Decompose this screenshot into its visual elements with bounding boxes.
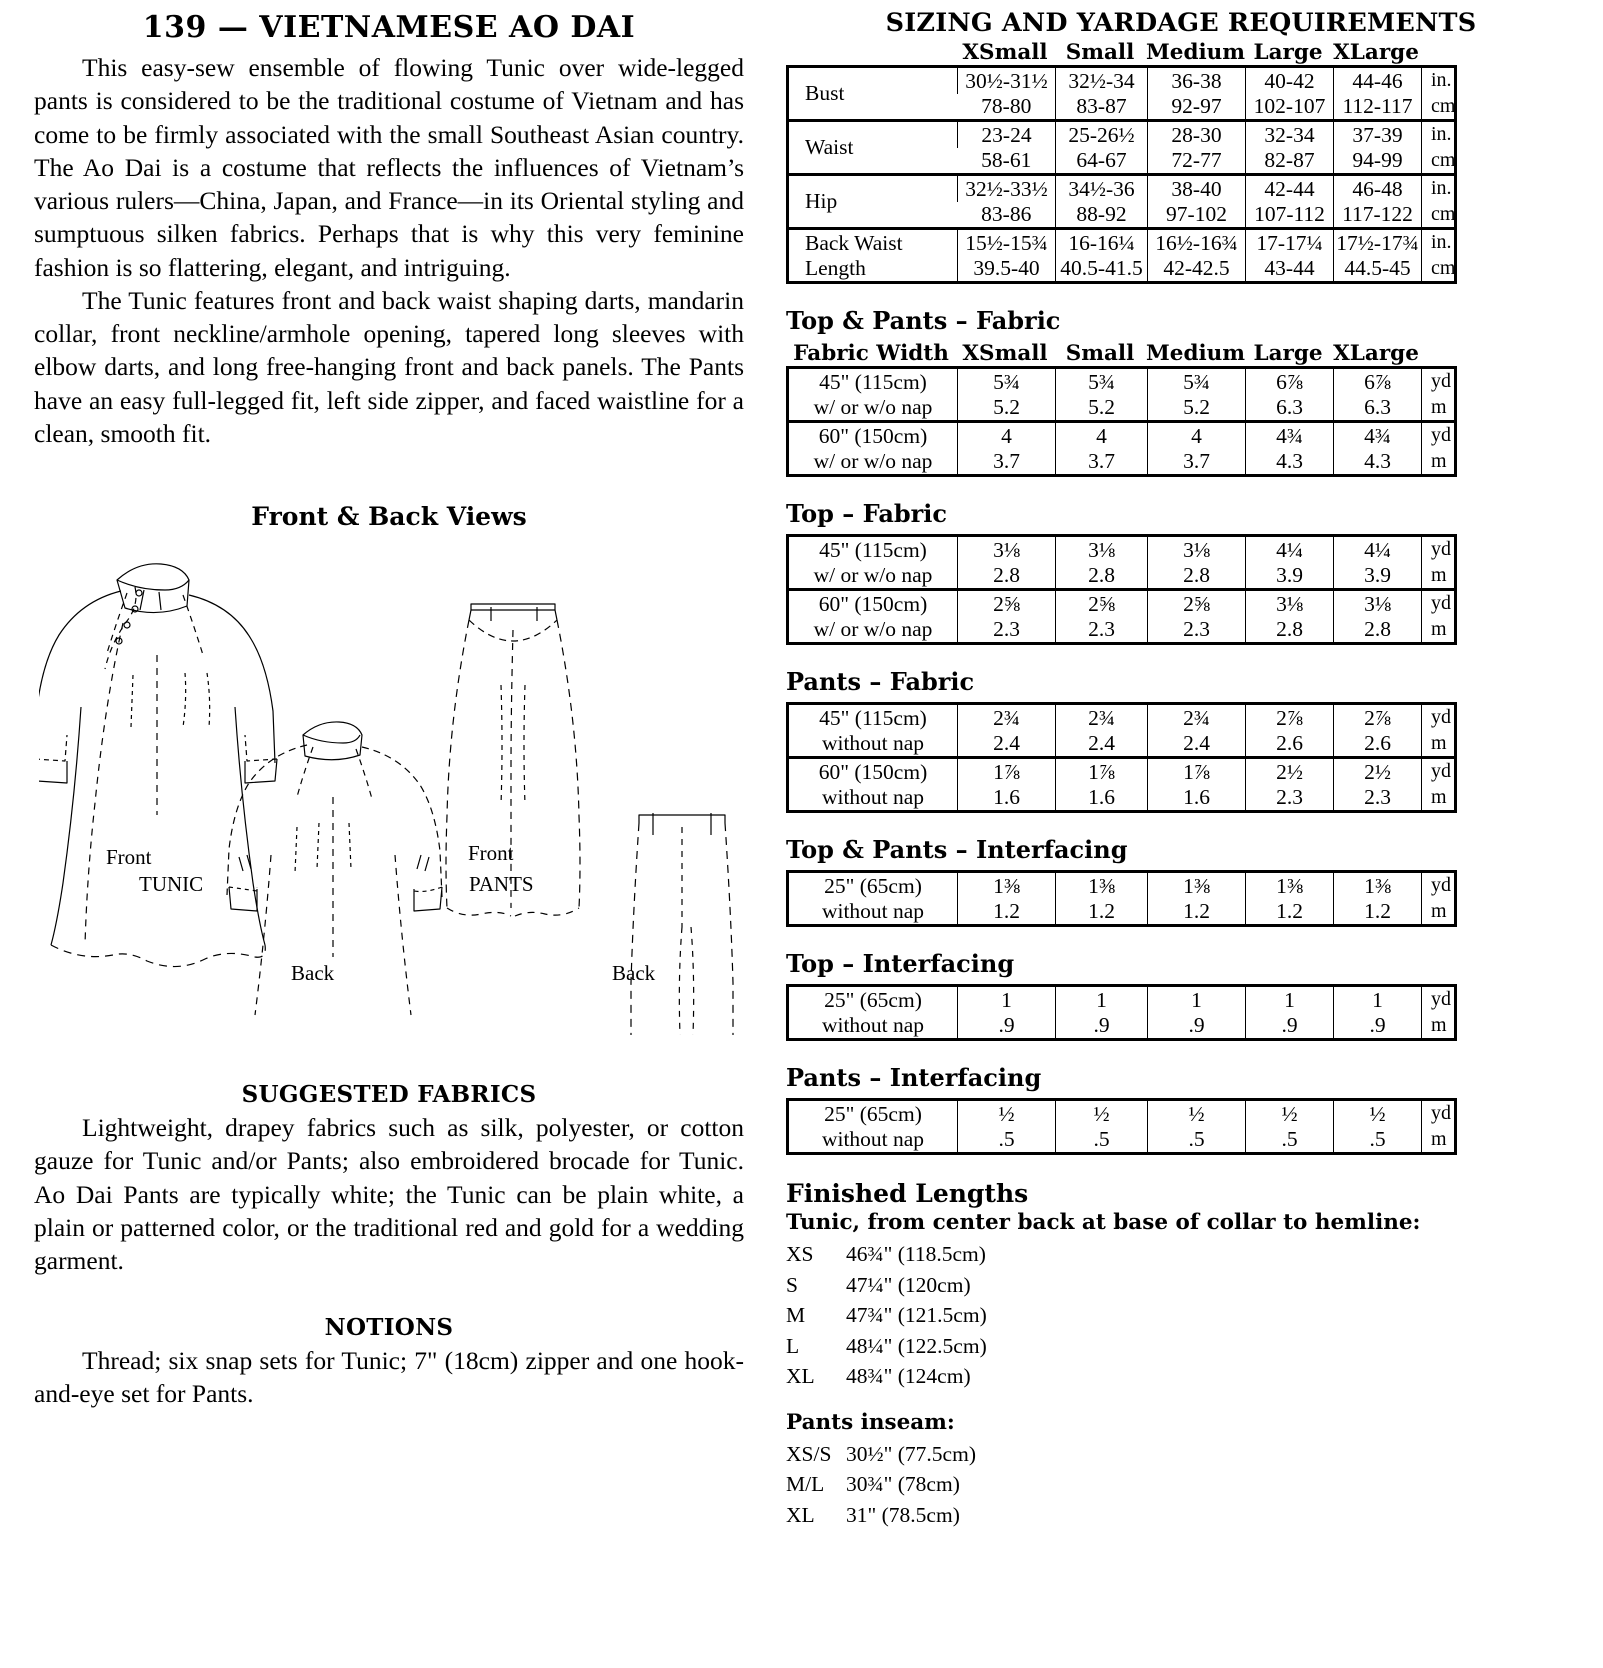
cell: 112-117 xyxy=(1334,94,1422,121)
unit-cell: yd xyxy=(1422,704,1456,731)
cell: 1.6 xyxy=(1056,785,1148,812)
yardage-heading-2: Pants – Fabric xyxy=(786,667,975,696)
cell: 2.3 xyxy=(1056,617,1148,644)
yardage-table-0 xyxy=(786,366,1457,477)
unit-cell: yd xyxy=(1422,536,1456,563)
cell: .9 xyxy=(1056,1013,1148,1040)
cell: 4¾ xyxy=(1246,422,1334,449)
cell: 2¾ xyxy=(1148,704,1246,731)
size-header-xsmall: XSmall xyxy=(962,341,1048,366)
cell: 5.2 xyxy=(1056,395,1148,422)
tunic-label: TUNIC xyxy=(139,872,204,897)
cell: 5¾ xyxy=(1148,368,1246,395)
tunic-length-row xyxy=(786,1331,1576,1362)
size-header-xlarge: XLarge xyxy=(1333,40,1419,65)
unit-cell: in. xyxy=(1422,229,1456,256)
cell: 46-48 xyxy=(1334,175,1422,202)
table-row xyxy=(788,256,1456,283)
notions-text: Thread; six snap sets for Tunic; 7" (18cm) zipper and one hook-and-eye set for Pants. xyxy=(34,1345,744,1408)
cell: 83-86 xyxy=(981,202,1032,227)
front-back-views-drawing xyxy=(39,535,739,1035)
cell: 6.3 xyxy=(1246,395,1334,422)
fabric-width-cell: 45" (115cm) xyxy=(819,370,927,395)
fabric-width-cell: 25" (65cm) xyxy=(824,1102,922,1127)
cell: 3⅛ xyxy=(1056,536,1148,563)
cell: 2.4 xyxy=(1056,731,1148,758)
nap-cell: w/ or w/o nap xyxy=(813,394,933,419)
cell: 6.3 xyxy=(1334,395,1422,422)
tunic-length-size: L xyxy=(786,1333,800,1358)
unit-cell: m xyxy=(1422,731,1456,758)
yardage-table-3 xyxy=(786,870,1457,927)
pants-inseam-caption: Pants inseam: xyxy=(786,1409,955,1435)
yardage-heading-0: Top & Pants – Fabric xyxy=(786,306,1061,335)
cell: 16½-16¾ xyxy=(1148,229,1246,256)
cell: 1⅜ xyxy=(1334,872,1422,899)
yardage-heading-1: Top – Fabric xyxy=(786,499,948,528)
fabric-width-cell: 60" (150cm) xyxy=(788,758,958,785)
left-column xyxy=(34,0,744,1410)
tunic-length-size: XS xyxy=(786,1242,814,1266)
cell: 4¼ xyxy=(1246,536,1334,563)
cell: 2.3 xyxy=(1148,617,1246,644)
cell: 1 xyxy=(1334,986,1422,1013)
yardage-tables xyxy=(786,306,1576,1155)
unit-cell: yd xyxy=(1422,590,1456,617)
measure-label-bust: Bust xyxy=(805,81,845,106)
yardage-table-1 xyxy=(786,534,1457,645)
cell: 102-107 xyxy=(1246,94,1334,121)
unit-cell: in. xyxy=(1422,67,1456,94)
cell: 4 xyxy=(1056,422,1148,449)
cell: 2.8 xyxy=(1148,563,1246,590)
pants-inseam-size: XS/S xyxy=(786,1441,832,1466)
cell: .9 xyxy=(1334,1013,1422,1040)
size-header-medium: Medium xyxy=(1146,341,1246,366)
cell: 30½-31½ xyxy=(958,67,1056,94)
cell: .9 xyxy=(958,1013,1056,1040)
tunic-length-row xyxy=(786,1270,1576,1301)
size-header-xlarge: XLarge xyxy=(1333,341,1419,366)
cell: 4 xyxy=(958,422,1056,449)
cell: .9 xyxy=(1148,1013,1246,1040)
size-header-small: Small xyxy=(1065,40,1135,65)
unit-cell: cm xyxy=(1422,94,1456,121)
cell: ½ xyxy=(1148,1100,1246,1127)
pants-inseam-row xyxy=(786,1469,1576,1500)
unit-cell: yd xyxy=(1422,986,1456,1013)
pants-inseam-size: M/L xyxy=(786,1472,825,1497)
cell: 42-44 xyxy=(1246,175,1334,202)
nap-cell: without nap xyxy=(821,784,925,809)
requirements-title: SIZING AND YARDAGE REQUIREMENTS xyxy=(885,8,1477,38)
cell: 1.2 xyxy=(1148,899,1246,926)
cell: 3.7 xyxy=(1148,449,1246,476)
sizing-column-headers xyxy=(786,40,1454,65)
cell: 94-99 xyxy=(1334,148,1422,175)
unit-cell: yd xyxy=(1422,758,1456,785)
cell: 2.8 xyxy=(958,563,1056,590)
unit-cell: yd xyxy=(1422,872,1456,899)
cell: 2⅝ xyxy=(1056,590,1148,617)
cell: 1 xyxy=(1246,986,1334,1013)
unit-cell: m xyxy=(1422,785,1456,812)
unit-cell: cm xyxy=(1422,256,1456,283)
unit-cell: m xyxy=(1422,449,1456,476)
yardage-table-5 xyxy=(786,1098,1457,1155)
unit-cell: m xyxy=(1422,617,1456,644)
unit-cell: cm xyxy=(1422,148,1456,175)
table-row xyxy=(788,563,1456,590)
cell: 1 xyxy=(1148,986,1246,1013)
table-row xyxy=(788,229,1456,256)
unit-cell: m xyxy=(1422,395,1456,422)
cell: 2.6 xyxy=(1334,731,1422,758)
cell: 1.2 xyxy=(1056,899,1148,926)
cell: 39.5-40 xyxy=(958,256,1056,283)
cell: .5 xyxy=(1056,1127,1148,1154)
cell: 28-30 xyxy=(1148,121,1246,148)
cell: 1 xyxy=(1056,986,1148,1013)
cell: 4 xyxy=(1148,422,1246,449)
cell: 1.2 xyxy=(1246,899,1334,926)
tunic-length-size: M xyxy=(786,1303,806,1328)
tunic-front-caption: Front xyxy=(106,845,152,870)
cell: 2¾ xyxy=(958,704,1056,731)
cell: 2.8 xyxy=(1056,563,1148,590)
cell: 4¾ xyxy=(1334,422,1422,449)
table-row xyxy=(788,785,1456,812)
cell: 1.2 xyxy=(958,899,1056,926)
cell: 5¾ xyxy=(958,368,1056,395)
pants-inseam-value: 30¾" (78cm) xyxy=(846,1472,960,1497)
cell: 88-92 xyxy=(1056,202,1148,229)
cell: 2.3 xyxy=(1334,785,1422,812)
cell: 6⅞ xyxy=(1246,368,1334,395)
cell: 2.4 xyxy=(958,731,1056,758)
nap-cell: without nap xyxy=(821,898,925,923)
pants-inseam-size: XL xyxy=(786,1502,815,1527)
pants-label: PANTS xyxy=(469,872,534,897)
cell: 1 xyxy=(958,986,1056,1013)
cell: 3.7 xyxy=(1056,449,1148,476)
cell: 17½-17¾ xyxy=(1334,229,1422,256)
cell: .5 xyxy=(1148,1127,1246,1154)
page-title: 139 — VIETNAMESE AO DAI xyxy=(142,10,636,45)
cell: 82-87 xyxy=(1246,148,1334,175)
nap-cell: without nap xyxy=(821,1012,925,1037)
yardage-column-headers xyxy=(786,341,1454,366)
fabric-width-cell: 60" (150cm) xyxy=(788,590,958,617)
cell: 17-17¼ xyxy=(1246,229,1334,256)
cell: 15½-15¾ xyxy=(958,229,1056,256)
cell: 1.6 xyxy=(958,785,1056,812)
cell: 1⅜ xyxy=(958,872,1056,899)
cell: 3⅛ xyxy=(1246,590,1334,617)
nap-cell: w/ or w/o nap xyxy=(813,448,933,473)
table-row xyxy=(788,1100,1456,1127)
pants-front-caption: Front xyxy=(468,841,514,866)
cell: 3⅛ xyxy=(958,536,1056,563)
cell: 4.3 xyxy=(1334,449,1422,476)
tunic-length-size: XL xyxy=(786,1364,815,1389)
table-row xyxy=(788,899,1456,926)
cell: 92-97 xyxy=(1148,94,1246,121)
table-row xyxy=(788,67,1456,94)
unit-cell: m xyxy=(1422,1127,1456,1154)
table-row xyxy=(788,986,1456,1013)
cell: 42-42.5 xyxy=(1148,256,1246,283)
pants-inseam-list xyxy=(786,1439,1576,1531)
measure-label-back-waist-2: Length xyxy=(805,255,866,280)
cell: 1⅞ xyxy=(1056,758,1148,785)
finished-lengths-heading: Finished Lengths xyxy=(786,1179,1029,1208)
body-measurements-table xyxy=(786,65,1457,284)
tunic-length-value: 47¾" (121.5cm) xyxy=(846,1303,987,1328)
cell: 1⅜ xyxy=(1056,872,1148,899)
pants-inseam-value: 30½" (77.5cm) xyxy=(846,1441,976,1466)
fabric-width-cell: 45" (115cm) xyxy=(819,538,927,563)
cell: 40.5-41.5 xyxy=(1056,256,1148,283)
cell: 1.6 xyxy=(1148,785,1246,812)
cell: 2⅝ xyxy=(1148,590,1246,617)
pants-inseam-row xyxy=(786,1439,1576,1470)
tunic-length-row xyxy=(786,1361,1576,1392)
yardage-heading-4: Top – Interfacing xyxy=(786,949,1015,978)
nap-cell: w/ or w/o nap xyxy=(813,616,933,641)
cell: 2¾ xyxy=(1056,704,1148,731)
cell: 72-77 xyxy=(1148,148,1246,175)
cell: .9 xyxy=(1246,1013,1334,1040)
cell: ½ xyxy=(1056,1100,1148,1127)
table-row xyxy=(788,121,1456,148)
tunic-length-row xyxy=(786,1239,1576,1270)
size-header-large: Large xyxy=(1253,341,1323,366)
table-row xyxy=(788,368,1456,395)
fabric-width-cell: 25" (65cm) xyxy=(824,988,922,1013)
unit-cell: yd xyxy=(1422,422,1456,449)
table-row xyxy=(788,395,1456,422)
table-row xyxy=(788,536,1456,563)
measure-label-waist: Waist xyxy=(788,121,958,175)
unit-cell: in. xyxy=(1422,175,1456,202)
unit-cell: m xyxy=(1422,899,1456,926)
measure-label-hip: Hip xyxy=(788,175,958,229)
table-row xyxy=(788,731,1456,758)
tunic-length-value: 48¼" (122.5cm) xyxy=(846,1333,987,1358)
cell: ½ xyxy=(1334,1100,1422,1127)
unit-cell: m xyxy=(1422,1013,1456,1040)
tunic-length-value: 46¾" (118.5cm) xyxy=(846,1242,986,1266)
cell: 2.6 xyxy=(1246,731,1334,758)
garment-illustration xyxy=(34,502,744,1035)
cell: 6⅞ xyxy=(1334,368,1422,395)
cell: 5¾ xyxy=(1056,368,1148,395)
cell: .5 xyxy=(1334,1127,1422,1154)
table-row xyxy=(788,704,1456,731)
notions-heading: NOTIONS xyxy=(324,1313,454,1341)
tunic-length-caption: Tunic, from center back at base of collar to hemline: xyxy=(786,1210,1421,1235)
cell: 2½ xyxy=(1246,758,1334,785)
cell: 117-122 xyxy=(1334,202,1422,229)
pants-back-caption: Back xyxy=(612,961,656,986)
cell: 2.8 xyxy=(1246,617,1334,644)
table-row xyxy=(788,449,1456,476)
yardage-table-2 xyxy=(786,702,1457,813)
cell: 2⅝ xyxy=(958,590,1056,617)
header-spacer xyxy=(786,40,956,65)
cell: 2½ xyxy=(1334,758,1422,785)
size-header-xsmall: XSmall xyxy=(962,40,1048,65)
nap-cell: without nap xyxy=(821,1126,925,1151)
fabric-width-cell: 45" (115cm) xyxy=(819,706,927,731)
yardage-heading-3: Top & Pants – Interfacing xyxy=(786,835,1128,864)
intro-paragraph-1: This easy-sew ensemble of flowing Tunic over wide-legged pants is considered to be the traditional costume of Vietnam and has come to be firmly associated with the small Southeast Asian country. The Ao Dai is a costume that reflects the influences of Vietnam’s various rulers—China, Japan, and France—in its Oriental styling and sumptuous silken fabrics. Perhaps that is why this very feminine fashion is so flattering, elegant, and intriguing. xyxy=(34,53,744,282)
unit-cell: in. xyxy=(1422,121,1456,148)
illustration-title: Front & Back Views xyxy=(251,502,527,532)
cell: 32½-34 xyxy=(1056,67,1148,94)
cell: 64-67 xyxy=(1056,148,1148,175)
table-row xyxy=(788,872,1456,899)
unit-cell: yd xyxy=(1422,368,1456,395)
cell: 97-102 xyxy=(1148,202,1246,229)
yardage-heading-5: Pants – Interfacing xyxy=(786,1063,1042,1092)
cell: 2.8 xyxy=(1334,617,1422,644)
nap-cell: w/ or w/o nap xyxy=(813,562,933,587)
size-header-medium: Medium xyxy=(1146,40,1246,65)
cell: 40-42 xyxy=(1246,67,1334,94)
cell: 1⅞ xyxy=(958,758,1056,785)
pants-inseam-row xyxy=(786,1500,1576,1531)
cell: 78-80 xyxy=(981,94,1032,119)
cell: 5.2 xyxy=(1148,395,1246,422)
cell: 16-16¼ xyxy=(1056,229,1148,256)
right-column xyxy=(786,0,1576,1530)
tunic-length-value: 47¼" (120cm) xyxy=(846,1272,971,1297)
cell: 107-112 xyxy=(1246,202,1334,229)
cell: ½ xyxy=(1246,1100,1334,1127)
table-row xyxy=(788,175,1456,202)
suggested-fabrics-text: Lightweight, drapey fabrics such as silk, polyester, or cotton gauze for Tunic and/or Pants; also embroidered brocade for Tunic. Ao Dai Pants are typically white; the Tunic can be plain white, a plain or patterned color, or the traditional red and gold for a wedding garment. xyxy=(34,1113,744,1276)
yardage-table-4 xyxy=(786,984,1457,1041)
cell: 4.3 xyxy=(1246,449,1334,476)
cell: 3⅛ xyxy=(1148,536,1246,563)
cell: 3.9 xyxy=(1246,563,1334,590)
tunic-back-caption: Back xyxy=(291,961,335,986)
unit-cell: m xyxy=(1422,563,1456,590)
table-row xyxy=(788,1127,1456,1154)
nap-cell: without nap xyxy=(821,730,925,755)
fabric-width-cell: 60" (150cm) xyxy=(788,422,958,449)
cell: 1⅞ xyxy=(1148,758,1246,785)
table-row xyxy=(788,1013,1456,1040)
cell: 5.2 xyxy=(958,395,1056,422)
cell: 32½-33½ xyxy=(958,175,1056,202)
cell: 23-24 xyxy=(958,121,1056,148)
measure-label-back-waist-1: Back Waist xyxy=(788,229,958,256)
cell: 2.3 xyxy=(1246,785,1334,812)
cell: 44.5-45 xyxy=(1334,256,1422,283)
unit-cell: cm xyxy=(1422,202,1456,229)
cell: 4¼ xyxy=(1334,536,1422,563)
cell: .5 xyxy=(1246,1127,1334,1154)
tunic-length-size: S xyxy=(786,1272,798,1297)
size-header-large: Large xyxy=(1253,40,1323,65)
fabric-width-header: Fabric Width xyxy=(793,341,949,366)
intro-paragraph-2: The Tunic features front and back waist shaping darts, mandarin collar, front neckline/armhole opening, tapered long sleeves with elbow darts, and long free-hanging front and back panels. The Pants have an easy full-legged fit, left side zipper, and faced waistline for a clean, smooth fit. xyxy=(34,285,744,448)
cell: 58-61 xyxy=(981,148,1032,173)
table-row xyxy=(788,617,1456,644)
tunic-length-value: 48¾" (124cm) xyxy=(846,1364,971,1389)
cell: 43-44 xyxy=(1246,256,1334,283)
cell: 2⅞ xyxy=(1246,704,1334,731)
tunic-length-row xyxy=(786,1300,1576,1331)
cell: 1.2 xyxy=(1334,899,1422,926)
cell: 3.7 xyxy=(958,449,1056,476)
unit-cell: yd xyxy=(1422,1100,1456,1127)
cell: 83-87 xyxy=(1056,94,1148,121)
cell: .5 xyxy=(958,1127,1056,1154)
cell: 2.3 xyxy=(958,617,1056,644)
cell: 36-38 xyxy=(1148,67,1246,94)
suggested-fabrics-heading: SUGGESTED FABRICS xyxy=(241,1081,537,1109)
cell: 2⅞ xyxy=(1334,704,1422,731)
fabric-width-cell: 25" (65cm) xyxy=(824,874,922,899)
cell: 1⅜ xyxy=(1148,872,1246,899)
tunic-length-list xyxy=(786,1239,1576,1392)
cell: 34½-36 xyxy=(1056,175,1148,202)
cell: ½ xyxy=(958,1100,1056,1127)
cell: 32-34 xyxy=(1246,121,1334,148)
cell: 25-26½ xyxy=(1056,121,1148,148)
cell: 3.9 xyxy=(1334,563,1422,590)
cell: 2.4 xyxy=(1148,731,1246,758)
cell: 44-46 xyxy=(1334,67,1422,94)
table-row xyxy=(788,422,1456,449)
table-row xyxy=(788,590,1456,617)
cell: 1⅜ xyxy=(1246,872,1334,899)
table-row xyxy=(788,758,1456,785)
pants-inseam-value: 31" (78.5cm) xyxy=(846,1502,960,1527)
cell: 37-39 xyxy=(1334,121,1422,148)
size-header-small: Small xyxy=(1065,341,1135,366)
cell: 38-40 xyxy=(1148,175,1246,202)
cell: 3⅛ xyxy=(1334,590,1422,617)
